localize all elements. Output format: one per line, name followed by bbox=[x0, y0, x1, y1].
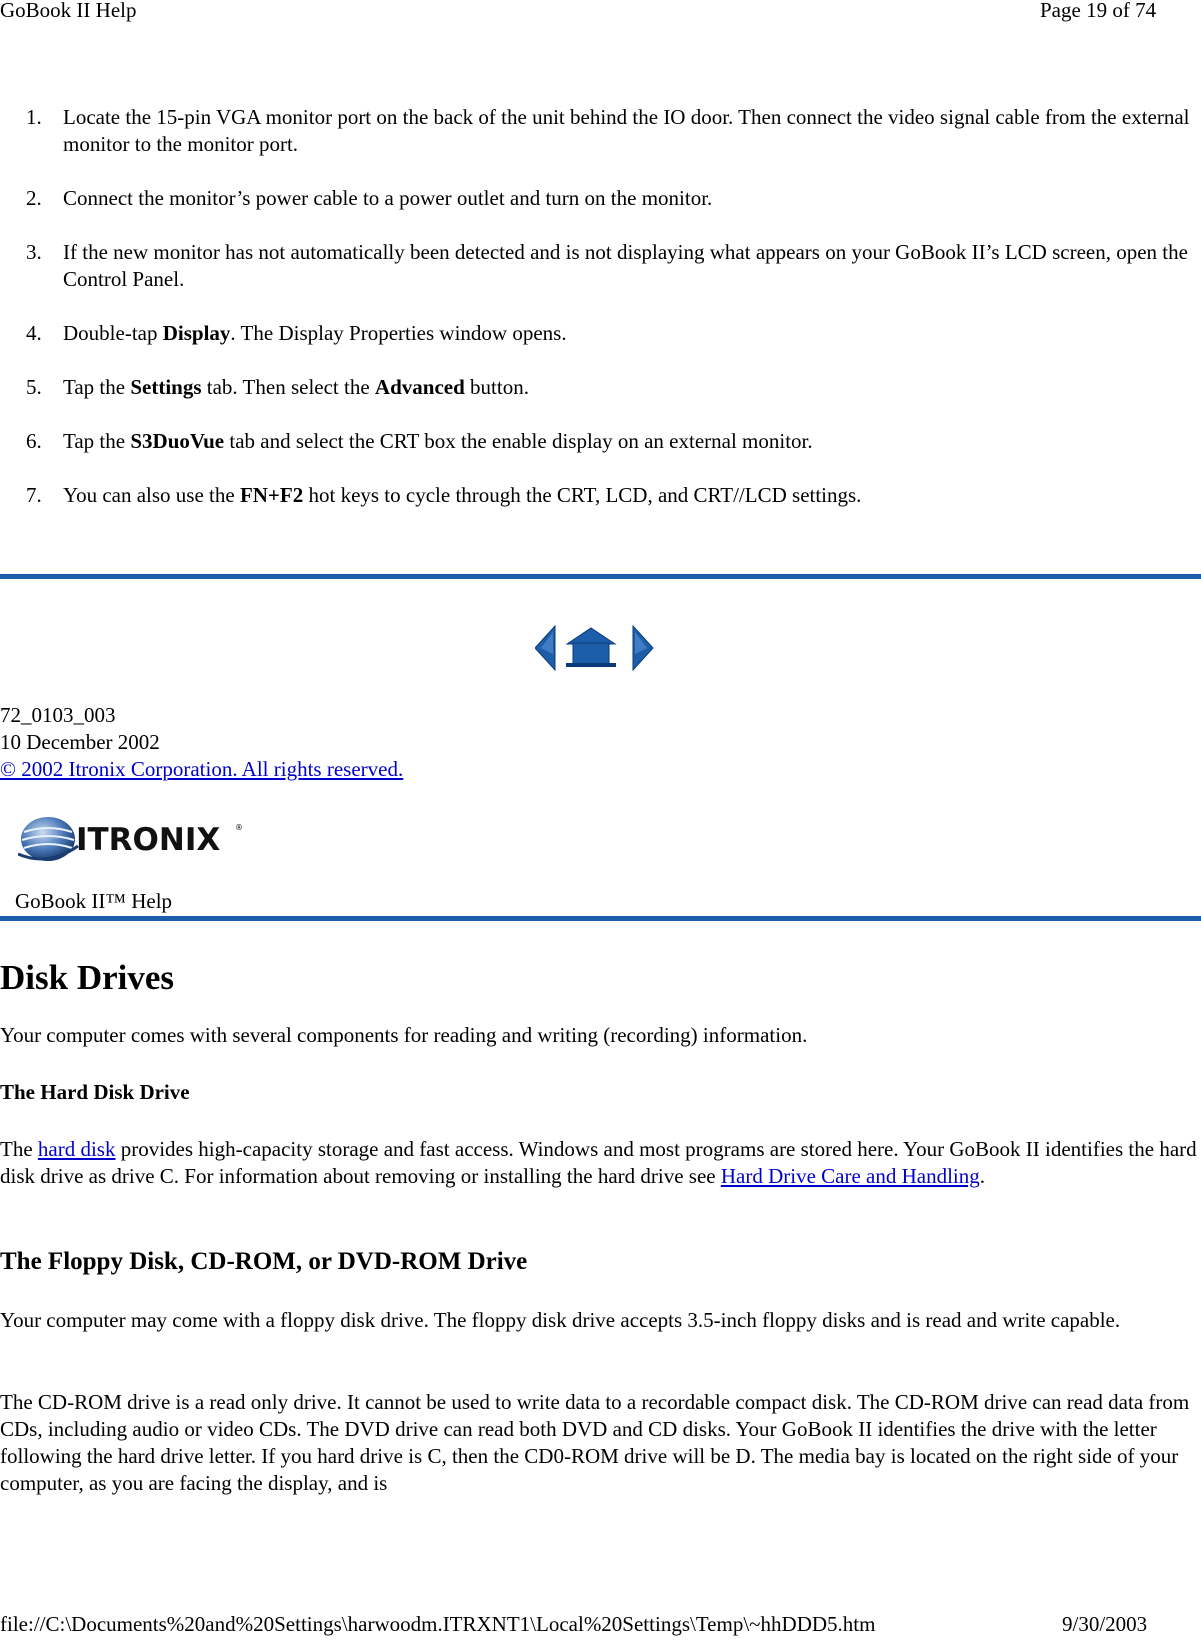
svg-text:ITRONIX: ITRONIX bbox=[76, 822, 221, 858]
itronix-logo bbox=[18, 812, 258, 864]
text: Double-tap bbox=[63, 321, 163, 345]
text: . The Display Properties window opens. bbox=[230, 321, 567, 345]
list-number: 5. bbox=[26, 375, 42, 399]
header-title: GoBook II Help bbox=[0, 0, 137, 22]
text: Tap the bbox=[63, 429, 131, 453]
text: The bbox=[0, 1137, 38, 1161]
bold-term: FN+F2 bbox=[239, 483, 304, 507]
list-item bbox=[26, 482, 1196, 509]
divider-top bbox=[0, 574, 1201, 579]
list-text bbox=[63, 429, 813, 453]
list-text bbox=[63, 321, 567, 345]
text: Connect the monitor’s power cable to a power outlet and turn on the monitor. bbox=[63, 186, 713, 210]
hard-drive-care-link[interactable]: Hard Drive Care and Handling bbox=[720, 1164, 980, 1188]
intro-text: Your computer comes with several components for reading and writing (recording) information. bbox=[0, 1023, 808, 1047]
doc-id: 72_0103_003 bbox=[0, 703, 116, 727]
text: Locate the 15-pin VGA monitor port on the back of the unit behind the IO door. Then connect the video signal cable from the external monitor to the monitor port. bbox=[63, 105, 1190, 156]
list-number: 2. bbox=[26, 186, 42, 210]
list-item bbox=[26, 374, 1196, 401]
floppy-heading: The Floppy Disk, CD-ROM, or DVD-ROM Drive bbox=[0, 1248, 528, 1275]
text: . bbox=[979, 1164, 986, 1188]
list-item bbox=[26, 428, 1196, 455]
text: If the new monitor has not automatically been detected and is not displaying what appears on your GoBook II’s LCD screen, open the Control Panel. bbox=[63, 240, 1188, 291]
list-number: 7. bbox=[26, 483, 42, 507]
arrow-left-icon[interactable] bbox=[535, 626, 555, 670]
steps-list bbox=[26, 104, 1196, 536]
list-text bbox=[63, 375, 529, 399]
list-number: 4. bbox=[26, 321, 42, 345]
text: tab and select the CRT box the enable display on an external monitor. bbox=[224, 429, 813, 453]
hard-disk-paragraph bbox=[0, 1136, 1200, 1190]
doc-meta bbox=[0, 702, 403, 783]
list-item bbox=[26, 104, 1196, 158]
arrow-right-icon[interactable] bbox=[633, 626, 653, 670]
text: hot keys to cycle through the CRT, LCD, and CRT//LCD settings. bbox=[303, 483, 862, 507]
nav-bar bbox=[535, 624, 665, 672]
bold-term: Advanced bbox=[374, 375, 465, 399]
list-text bbox=[63, 483, 861, 507]
list-item bbox=[26, 239, 1196, 293]
text: Tap the bbox=[63, 375, 131, 399]
text: You can also use the bbox=[63, 483, 240, 507]
page-number: Page 19 of 74 bbox=[1040, 0, 1157, 22]
divider-bottom bbox=[0, 916, 1201, 921]
text: tab. Then select the bbox=[201, 375, 375, 399]
list-text bbox=[63, 186, 712, 210]
text: provides high-capacity storage and fast access. Windows and most programs are stored here. Your GoBook II identifies the hard disk drive as drive C. For information about removing or installing the hard drive see bbox=[0, 1137, 1197, 1188]
copyright-link[interactable]: © 2002 Itronix Corporation. All rights reserved. bbox=[0, 757, 404, 781]
doc-date: 10 December 2002 bbox=[0, 730, 160, 754]
page-title: Disk Drives bbox=[0, 958, 175, 997]
list-item bbox=[26, 320, 1196, 347]
brand-help-label: GoBook II™ Help bbox=[15, 889, 173, 913]
list-item bbox=[26, 185, 1196, 212]
print-date: 9/30/2003 bbox=[1062, 1612, 1148, 1636]
floppy-paragraph: Your computer may come with a floppy disk drive. The floppy disk drive accepts 3.5-inch floppy disks and is read and write capable. bbox=[0, 1308, 1121, 1332]
bold-term: S3DuoVue bbox=[130, 429, 225, 453]
list-number: 6. bbox=[26, 429, 42, 453]
list-text bbox=[63, 105, 1190, 156]
hard-disk-link[interactable]: hard disk bbox=[37, 1137, 116, 1161]
svg-text:®: ® bbox=[235, 823, 243, 832]
list-number: 3. bbox=[26, 240, 42, 264]
list-number: 1. bbox=[26, 105, 42, 129]
bold-term: Settings bbox=[130, 375, 202, 399]
hard-disk-heading: The Hard Disk Drive bbox=[0, 1080, 190, 1104]
cdrom-paragraph: The CD-ROM drive is a read only drive. It cannot be used to write data to a recordable compact disk. The CD-ROM drive can read data from CDs, including audio or video CDs. The DVD drive can read both DVD and CD disks. Your GoBook II identifies the drive with the letter following the hard drive letter. If you hard drive is C, then the CD0-ROM drive will be D. The media bay is located on the right side of your computer, as you are facing the display, and is bbox=[0, 1390, 1190, 1495]
text: button. bbox=[464, 375, 529, 399]
bold-term: Display bbox=[162, 321, 231, 345]
file-path: file://C:\Documents%20and%20Settings\harwoodm.ITRXNT1\Local%20Settings\Temp\~hhDDD5.htm bbox=[0, 1612, 876, 1636]
home-icon[interactable] bbox=[566, 628, 616, 667]
list-text bbox=[63, 240, 1188, 291]
